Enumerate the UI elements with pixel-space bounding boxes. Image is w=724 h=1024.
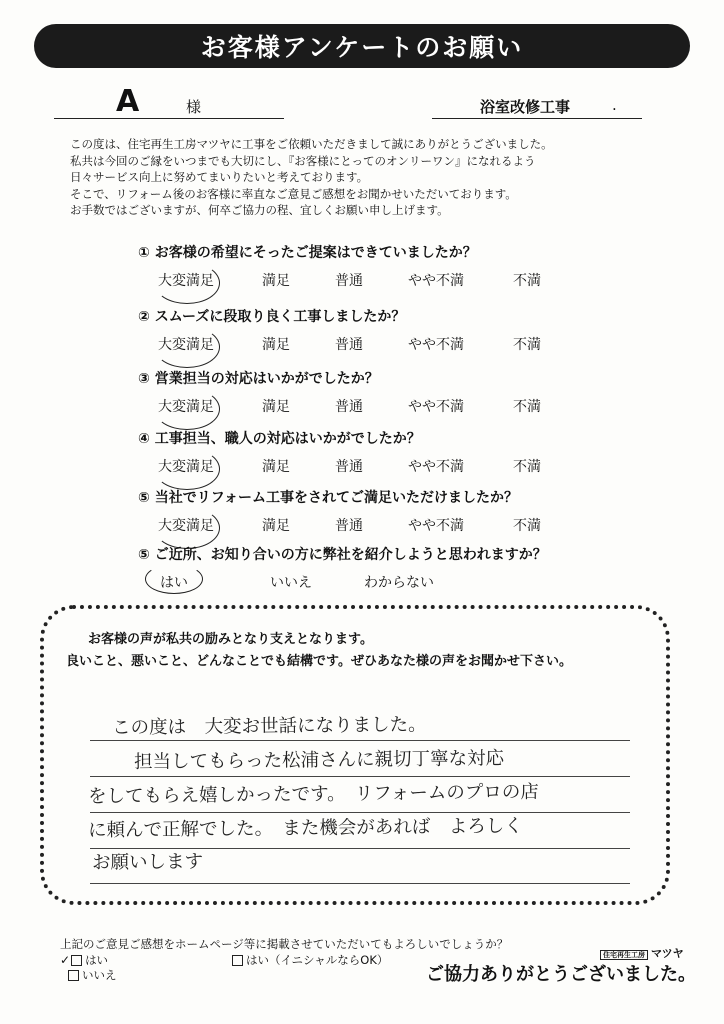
ruled-line bbox=[90, 883, 630, 884]
ruled-line bbox=[90, 776, 630, 777]
option-very-satisfied[interactable]: 大変満足 bbox=[158, 273, 214, 289]
option-satisfied[interactable]: 満足 bbox=[262, 459, 290, 475]
intro-line: この度は、住宅再生工房マツヤに工事をご依頼いただきまして誠にありがとうございました。 bbox=[70, 137, 553, 151]
intro-line: お手数ではございますが、何卒ご協力の程、宜しくお願い申し上げます。 bbox=[70, 203, 449, 218]
option-very-satisfied[interactable]: 大変満足 bbox=[158, 337, 214, 353]
consent-yes[interactable] bbox=[60, 952, 108, 968]
checkbox-icon[interactable] bbox=[232, 955, 243, 966]
page-title: お客様アンケートのお願い bbox=[200, 33, 524, 62]
intro-line: 私共は今回のご縁をいつまでも大切にし、『お客様にとってのオンリーワン』になれるよう bbox=[70, 153, 536, 168]
thanks-message: ご協力ありがとうございました。 bbox=[426, 964, 696, 985]
option-dont-know[interactable]: わからない bbox=[364, 575, 434, 591]
consent-initial[interactable] bbox=[232, 952, 388, 968]
work-type: 浴室改修工事 bbox=[480, 98, 571, 116]
question-text: ③ 営業担当の対応はいかがでしたか？ bbox=[138, 371, 379, 387]
option-neutral[interactable]: 普通 bbox=[335, 399, 363, 415]
option-no[interactable]: いいえ bbox=[270, 575, 312, 591]
handwritten-comment-line: この度は 大変お世話になりました。 bbox=[111, 714, 427, 739]
option-neutral[interactable]: 普通 bbox=[335, 337, 363, 353]
selection-circle bbox=[154, 448, 220, 490]
work-type-suffix: . bbox=[612, 96, 617, 114]
brand-logo bbox=[600, 945, 684, 961]
option-dissatisfied[interactable]: 不満 bbox=[513, 459, 541, 475]
option-satisfied[interactable]: 満足 bbox=[262, 399, 290, 415]
option-neutral[interactable]: 普通 bbox=[335, 273, 363, 289]
consent-initial-label: はい（イニシャルならOK） bbox=[246, 953, 389, 967]
question-6 bbox=[0, 544, 724, 604]
option-dissatisfied[interactable]: 不満 bbox=[513, 273, 541, 289]
intro-text bbox=[70, 136, 670, 219]
option-satisfied[interactable]: 満足 bbox=[262, 518, 290, 534]
checkbox-icon[interactable] bbox=[71, 955, 82, 966]
intro-line: 日々サービス向上に努めてまいりたいと考えております。 bbox=[70, 170, 369, 185]
option-satisfied[interactable]: 満足 bbox=[262, 337, 290, 353]
check-mark-icon: ✓ bbox=[60, 953, 71, 967]
brand-name: マツヤ bbox=[651, 947, 684, 960]
brand-small-text: 住宅再生工房 bbox=[600, 950, 648, 960]
handwritten-comment-line: 担当してもらった松浦さんに親切丁寧な対応 bbox=[133, 748, 505, 773]
ruled-line bbox=[90, 740, 630, 741]
selection-circle bbox=[154, 262, 220, 304]
option-somewhat-dissatisfied[interactable]: やや不満 bbox=[408, 518, 464, 534]
option-somewhat-dissatisfied[interactable]: やや不満 bbox=[408, 399, 464, 415]
checkbox-icon[interactable] bbox=[68, 970, 79, 981]
selection-circle bbox=[154, 388, 220, 430]
consent-no-label: いいえ bbox=[82, 968, 117, 982]
option-very-satisfied[interactable]: 大変満足 bbox=[158, 459, 214, 475]
question-text: ① お客様の希望にそったご提案はできていましたか？ bbox=[138, 245, 477, 261]
option-dissatisfied[interactable]: 不満 bbox=[513, 518, 541, 534]
option-neutral[interactable]: 普通 bbox=[335, 518, 363, 534]
option-somewhat-dissatisfied[interactable]: やや不満 bbox=[408, 273, 464, 289]
selection-circle bbox=[154, 507, 220, 549]
voice-prompt: 良いこと、悪いこと、どんなことでも結構です。ぜひあなた様の声をお聞かせ下さい。 bbox=[66, 654, 572, 669]
title-banner bbox=[34, 24, 690, 68]
consent-yes-label: はい bbox=[85, 953, 109, 967]
handwritten-comment-line: に頼んで正解でした。 また機会があれば よろしく bbox=[87, 815, 523, 842]
option-very-satisfied[interactable]: 大変満足 bbox=[158, 518, 214, 534]
question-2 bbox=[0, 306, 724, 366]
customer-honorific: 様 bbox=[186, 98, 202, 116]
customer-name: A bbox=[116, 84, 140, 119]
question-5 bbox=[0, 487, 724, 547]
handwritten-comment-line: をしてもらえ嬉しかったです。 リフォームのプロの店 bbox=[87, 781, 539, 808]
question-text: ⑤ ご近所、お知り合いの方に弊社を紹介しようと思われますか？ bbox=[138, 547, 547, 563]
option-dissatisfied[interactable]: 不満 bbox=[513, 399, 541, 415]
question-text: ② スムーズに段取り良く工事しましたか？ bbox=[138, 309, 406, 325]
voice-prompt: お客様の声が私共の励みとなり支えとなります。 bbox=[88, 632, 373, 647]
option-somewhat-dissatisfied[interactable]: やや不満 bbox=[408, 337, 464, 353]
name-underline bbox=[54, 118, 284, 119]
consent-no[interactable] bbox=[68, 967, 117, 983]
question-3 bbox=[0, 368, 724, 428]
option-yes[interactable]: はい bbox=[160, 575, 188, 591]
publish-question: 上記のご意見ご感想をホームページ等に掲載させていただいてもよろしいでしょうか？ bbox=[60, 937, 509, 951]
work-type-underline bbox=[432, 118, 642, 119]
selection-circle bbox=[154, 326, 220, 368]
question-text: ⑤ 当社でリフォーム工事をされてご満足いただけましたか？ bbox=[138, 490, 519, 506]
question-1 bbox=[0, 242, 724, 302]
question-text: ④ 工事担当、職人の対応はいかがでしたか？ bbox=[138, 431, 421, 447]
handwritten-comment-line: お願いします bbox=[91, 851, 204, 874]
selection-circle bbox=[145, 564, 203, 594]
option-dissatisfied[interactable]: 不満 bbox=[513, 337, 541, 353]
option-very-satisfied[interactable]: 大変満足 bbox=[158, 399, 214, 415]
question-4 bbox=[0, 428, 724, 488]
intro-line: そこで、リフォーム後のお客様に率直なご意見ご感想をお聞かせいただいております。 bbox=[70, 186, 517, 201]
option-satisfied[interactable]: 満足 bbox=[262, 273, 290, 289]
option-somewhat-dissatisfied[interactable]: やや不満 bbox=[408, 459, 464, 475]
option-neutral[interactable]: 普通 bbox=[335, 459, 363, 475]
